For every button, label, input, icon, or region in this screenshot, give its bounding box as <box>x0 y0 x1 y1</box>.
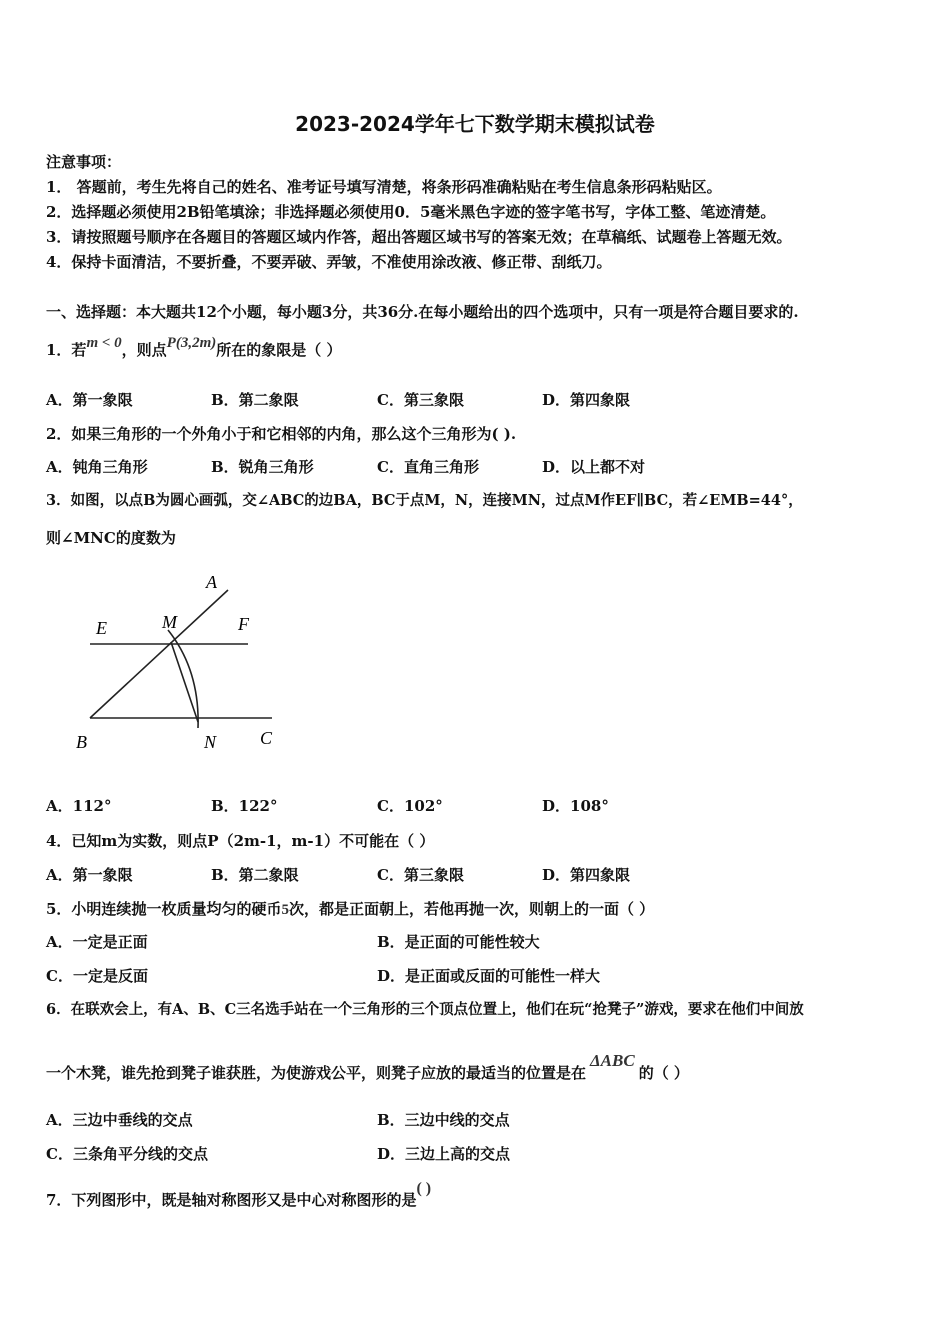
q5-option-c: C．一定是反面 <box>46 967 148 985</box>
question-7 <box>46 1180 432 1211</box>
geometry-figure <box>60 560 300 760</box>
q3-option-b: B．122° <box>211 797 278 815</box>
label-n: N <box>204 732 217 752</box>
q6-option-c: C．三条角平分线的交点 <box>46 1145 208 1163</box>
q7-text: 7．下列图形中，既是轴对称图形又是中心对称图形的是 <box>46 1191 417 1209</box>
q6-option-d: D．三边上高的交点 <box>377 1145 511 1163</box>
q4-option-a: A．第一象限 <box>46 866 133 884</box>
question-1 <box>46 335 342 361</box>
q1-option-a: A．第一象限 <box>46 391 133 409</box>
question-3-line1: 3．如图，以点B为圆心画弧，交∠ABC的边BA，BC于点M，N，连接MN，过点M作EF∥BC，若∠EMB=44°， <box>46 492 803 509</box>
q5-suffix: 次，都是正面朝上，若他再抛一次，则朝上的一面（ ） <box>288 900 655 918</box>
q6-option-a: A．三边中垂线的交点 <box>46 1111 193 1129</box>
q2-option-c: C．直角三角形 <box>377 458 479 476</box>
label-f: F <box>238 614 249 634</box>
q2-option-d: D．以上都不对 <box>542 458 646 476</box>
question-3-line2: 则∠MNC的度数为 <box>46 529 176 547</box>
question-4: 4．已知m为实数，则点P（2m-1，m-1）不可能在（ ） <box>46 832 435 850</box>
q1-prefix: 1．若 <box>46 341 87 359</box>
q1-math-p: P(3,2m) <box>166 335 217 351</box>
section-heading: 一、选择题：本大题共12个小题，每小题3分，共36分.在每小题给出的四个选项中，只有一项是符合题目要求的. <box>46 303 799 321</box>
q4-option-c: C．第三象限 <box>377 866 464 884</box>
q3-option-d: D．108° <box>542 797 609 815</box>
question-6-line1: 6．在联欢会上，有A、B、C三名选手站在一个三角形的三个顶点位置上，他们在玩“抢凳子”游戏，要求在他们中间放 <box>46 1001 804 1018</box>
question-2: 2．如果三角形的一个外角小于和它相邻的内角，那么这个三角形为( ). <box>46 425 517 443</box>
q6-math-triangle: ΔABC <box>590 1051 635 1070</box>
q1-suffix: 所在的象限是（ ） <box>216 341 342 359</box>
q5-option-a: A．一定是正面 <box>46 933 148 951</box>
page-title: 2023-2024学年七下数学期末模拟试卷 <box>295 112 655 136</box>
q6-line2-prefix: 一个木凳，谁先抢到凳子谁获胜，为使游戏公平，则凳子应放的最适当的位置是在 <box>46 1064 587 1082</box>
ray-ba <box>90 590 228 718</box>
label-m: M <box>162 612 177 632</box>
q5-option-b: B．是正面的可能性较大 <box>377 933 540 951</box>
q4-option-d: D．第四象限 <box>542 866 631 884</box>
notice-item: 4．保持卡面清洁，不要折叠，不要弄破、弄皱，不准使用涂改液、修正带、刮纸刀。 <box>46 253 612 271</box>
q1-option-c: C．第三象限 <box>377 391 464 409</box>
question-6-line2 <box>46 1051 689 1083</box>
notice-heading: 注意事项： <box>46 153 122 171</box>
q1-mid: ，则点 <box>121 341 167 359</box>
q6-option-b: B．三边中线的交点 <box>377 1111 510 1129</box>
q5-option-d: D．是正面或反面的可能性一样大 <box>377 967 601 985</box>
label-e: E <box>96 618 107 638</box>
q7-paren: ( ) <box>416 1180 432 1197</box>
question-5 <box>46 899 654 920</box>
q4-option-b: B．第二象限 <box>211 866 299 884</box>
label-c: C <box>260 728 273 748</box>
q3-option-c: C．102° <box>377 797 443 815</box>
q5-prefix: 5．小明连续抛一枚质量均匀的硬币 <box>46 900 282 918</box>
q5-number: 5 <box>281 902 289 918</box>
q6-line2-suffix: 的（ ） <box>638 1064 689 1082</box>
q3-option-a: A．112° <box>46 797 112 815</box>
label-a: A <box>206 572 217 592</box>
q1-option-b: B．第二象限 <box>211 391 299 409</box>
notice-item: 1． 答题前，考生先将自己的姓名、准考证号填写清楚，将条形码准确粘贴在考生信息条形码粘贴区。 <box>46 178 722 196</box>
label-b: B <box>76 732 87 752</box>
q1-math-m: m < 0 <box>86 335 122 351</box>
q1-option-d: D．第四象限 <box>542 391 631 409</box>
notice-item: 3．请按照题号顺序在各题目的答题区域内作答，超出答题区域书写的答案无效；在草稿纸、试题卷上答题无效。 <box>46 228 792 246</box>
q2-option-b: B．锐角三角形 <box>211 458 314 476</box>
q2-option-a: A．钝角三角形 <box>46 458 148 476</box>
notice-item: 2．选择题必须使用2B铅笔填涂；非选择题必须使用0．5毫米黑色字迹的签字笔书写，字体工整、笔迹清楚。 <box>46 203 776 221</box>
